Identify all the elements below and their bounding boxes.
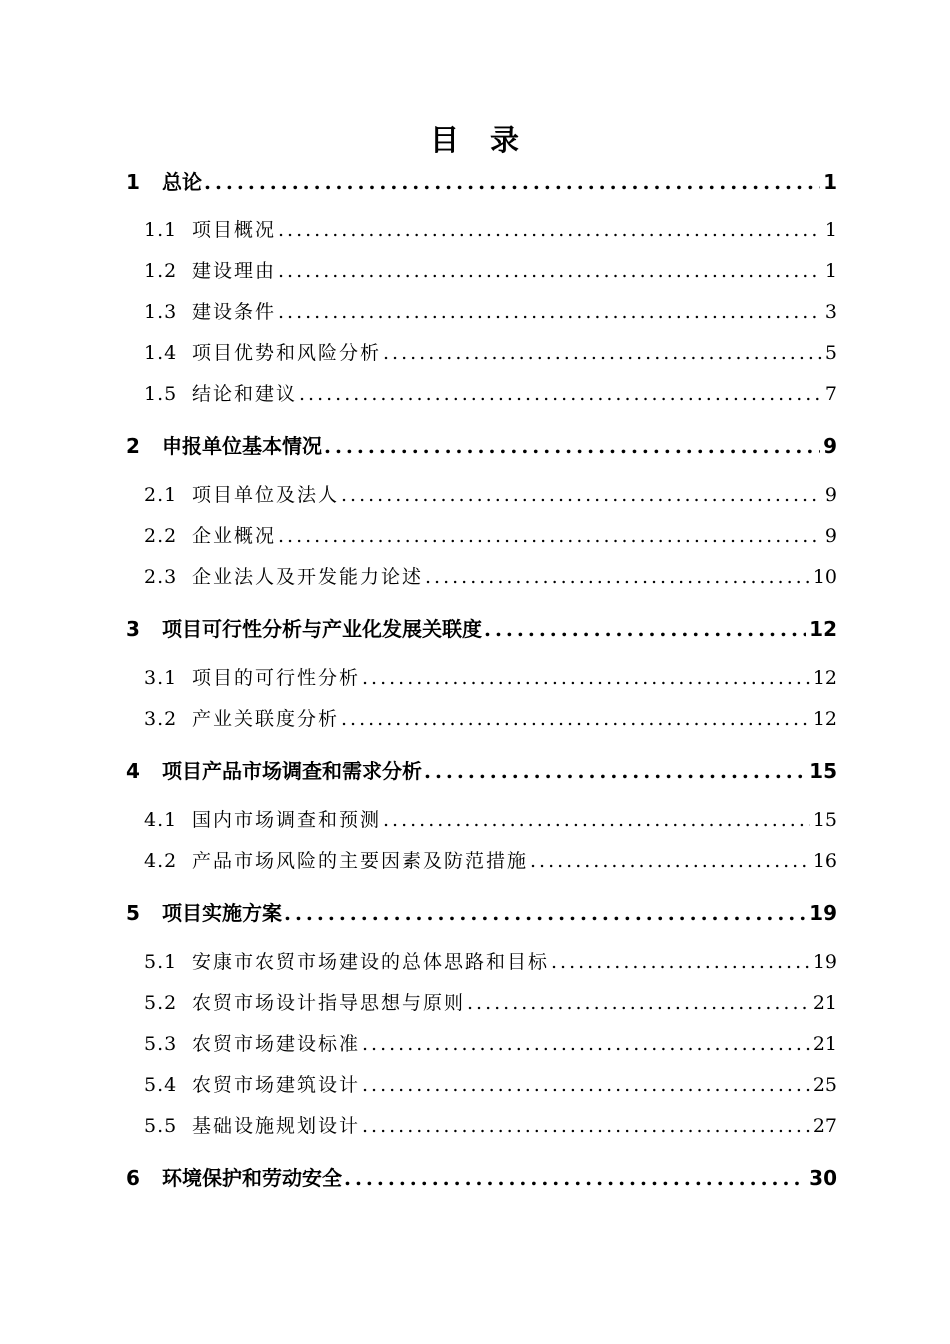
- dot-leader: [383, 809, 810, 831]
- dot-leader: [278, 260, 822, 282]
- entry-title: 环境保护和劳动安全: [162, 1166, 342, 1190]
- toc-entry-chapter[interactable]: [126, 430, 837, 459]
- toc-entry-chapter[interactable]: [126, 897, 837, 926]
- entry-page: 9: [824, 525, 837, 547]
- entry-title: 安康市农贸市场建设的总体思路和目标: [192, 951, 550, 973]
- toc-entry-section[interactable]: [144, 663, 837, 690]
- entry-page: 7: [824, 383, 837, 405]
- toc-entry-section[interactable]: [144, 947, 837, 974]
- entry-page: 30: [809, 1166, 837, 1190]
- entry-number: 5.5: [144, 1115, 178, 1137]
- entry-number: 4: [126, 759, 140, 783]
- entry-title: 企业概况: [192, 525, 277, 547]
- entry-number: 1.1: [144, 219, 178, 241]
- entry-page: 12: [809, 617, 837, 641]
- entry-page: 1: [824, 219, 837, 241]
- dot-leader: [362, 1033, 810, 1055]
- entry-page: 5: [824, 342, 837, 364]
- dot-leader: [204, 170, 820, 194]
- entry-number: 2: [126, 434, 140, 458]
- entry-number: 2.1: [144, 484, 178, 506]
- dot-leader: [278, 525, 822, 547]
- entry-title: 建设理由: [192, 260, 277, 282]
- entry-title: 结论和建议: [192, 383, 298, 405]
- entry-number: 5.1: [144, 951, 178, 973]
- dot-leader: [362, 667, 810, 689]
- entry-number: 5.2: [144, 992, 178, 1014]
- dot-leader: [530, 850, 810, 872]
- entry-number: 1.4: [144, 342, 178, 364]
- toc-entry-section[interactable]: [144, 805, 837, 832]
- entry-page: 25: [812, 1074, 837, 1096]
- entry-page: 15: [809, 759, 837, 783]
- toc-entry-section[interactable]: [144, 521, 837, 548]
- entry-title: 农贸市场设计指导思想与原则: [192, 992, 466, 1014]
- entry-number: 3.2: [144, 708, 178, 730]
- toc-entry-section[interactable]: [144, 1029, 837, 1056]
- dot-leader: [362, 1115, 810, 1137]
- entry-page: 9: [824, 484, 837, 506]
- entry-number: 1.2: [144, 260, 178, 282]
- entry-number: 4.2: [144, 850, 178, 872]
- entry-page: 3: [824, 301, 837, 323]
- toc-entry-section[interactable]: [144, 215, 837, 242]
- entry-title: 项目单位及法人: [192, 484, 340, 506]
- entry-number: 1.3: [144, 301, 178, 323]
- dot-leader: [484, 617, 806, 641]
- entry-number: 6: [126, 1166, 140, 1190]
- toc-entry-section[interactable]: [144, 846, 837, 873]
- entry-page: 12: [812, 667, 837, 689]
- toc-entry-section[interactable]: [144, 256, 837, 283]
- toc-entry-section[interactable]: [144, 379, 837, 406]
- toc-entry-section[interactable]: [144, 988, 837, 1015]
- entry-title: 产品市场风险的主要因素及防范措施: [192, 850, 529, 872]
- entry-title: 项目的可行性分析: [192, 667, 361, 689]
- dot-leader: [341, 484, 822, 506]
- entry-page: 12: [812, 708, 837, 730]
- entry-number: 5: [126, 901, 140, 925]
- dot-leader: [425, 566, 810, 588]
- entry-page: 21: [812, 992, 837, 1014]
- toc-entry-chapter[interactable]: [126, 613, 837, 642]
- entry-title: 总论: [162, 170, 202, 194]
- entry-page: 1: [824, 260, 837, 282]
- dot-leader: [341, 708, 810, 730]
- entry-number: 3.1: [144, 667, 178, 689]
- entry-title: 国内市场调查和预测: [192, 809, 382, 831]
- entry-page: 16: [812, 850, 837, 872]
- toc-entry-section[interactable]: [144, 297, 837, 324]
- dot-leader: [324, 434, 820, 458]
- dot-leader: [383, 342, 822, 364]
- entry-number: 2.2: [144, 525, 178, 547]
- entry-page: 15: [812, 809, 837, 831]
- toc-entry-section[interactable]: [144, 562, 837, 589]
- entry-title: 项目优势和风险分析: [192, 342, 382, 364]
- dot-leader: [551, 951, 810, 973]
- entry-page: 21: [812, 1033, 837, 1055]
- toc-title: 目 录: [429, 123, 520, 157]
- entry-page: 27: [812, 1115, 837, 1137]
- toc-entry-section[interactable]: [144, 1111, 837, 1138]
- entry-page: 19: [812, 951, 837, 973]
- toc-entry-section[interactable]: [144, 338, 837, 365]
- entry-page: 19: [809, 901, 837, 925]
- dot-leader: [424, 759, 806, 783]
- dot-leader: [278, 219, 822, 241]
- entry-page: 9: [823, 434, 837, 458]
- entry-title: 产业关联度分析: [192, 708, 340, 730]
- entry-title: 项目可行性分析与产业化发展关联度: [162, 617, 482, 641]
- dot-leader: [362, 1074, 810, 1096]
- entry-title: 农贸市场建设标准: [192, 1033, 361, 1055]
- entry-title: 企业法人及开发能力论述: [192, 566, 424, 588]
- entry-title: 申报单位基本情况: [162, 434, 322, 458]
- dot-leader: [467, 992, 810, 1014]
- entry-number: 1: [126, 170, 140, 194]
- toc-entry-chapter[interactable]: [126, 755, 837, 784]
- entry-page: 1: [823, 170, 837, 194]
- entry-number: 1.5: [144, 383, 178, 405]
- entry-number: 2.3: [144, 566, 178, 588]
- entry-title: 建设条件: [192, 301, 277, 323]
- toc-entry-chapter[interactable]: [126, 166, 837, 195]
- entry-number: 5.3: [144, 1033, 178, 1055]
- toc-entry-section[interactable]: [144, 1070, 837, 1097]
- toc-entry-section[interactable]: [144, 480, 837, 507]
- entry-title: 项目概况: [192, 219, 277, 241]
- dot-leader: [344, 1166, 806, 1190]
- entry-number: 5.4: [144, 1074, 178, 1096]
- entry-title: 农贸市场建筑设计: [192, 1074, 361, 1096]
- dot-leader: [299, 383, 822, 405]
- toc-entry-section[interactable]: [144, 704, 837, 731]
- entry-page: 10: [812, 566, 837, 588]
- dot-leader: [278, 301, 822, 323]
- entry-number: 4.1: [144, 809, 178, 831]
- entry-title: 基础设施规划设计: [192, 1115, 361, 1137]
- dot-leader: [284, 901, 806, 925]
- entry-title: 项目产品市场调查和需求分析: [162, 759, 422, 783]
- toc-entry-chapter[interactable]: [126, 1162, 837, 1191]
- entry-title: 项目实施方案: [162, 901, 282, 925]
- entry-number: 3: [126, 617, 140, 641]
